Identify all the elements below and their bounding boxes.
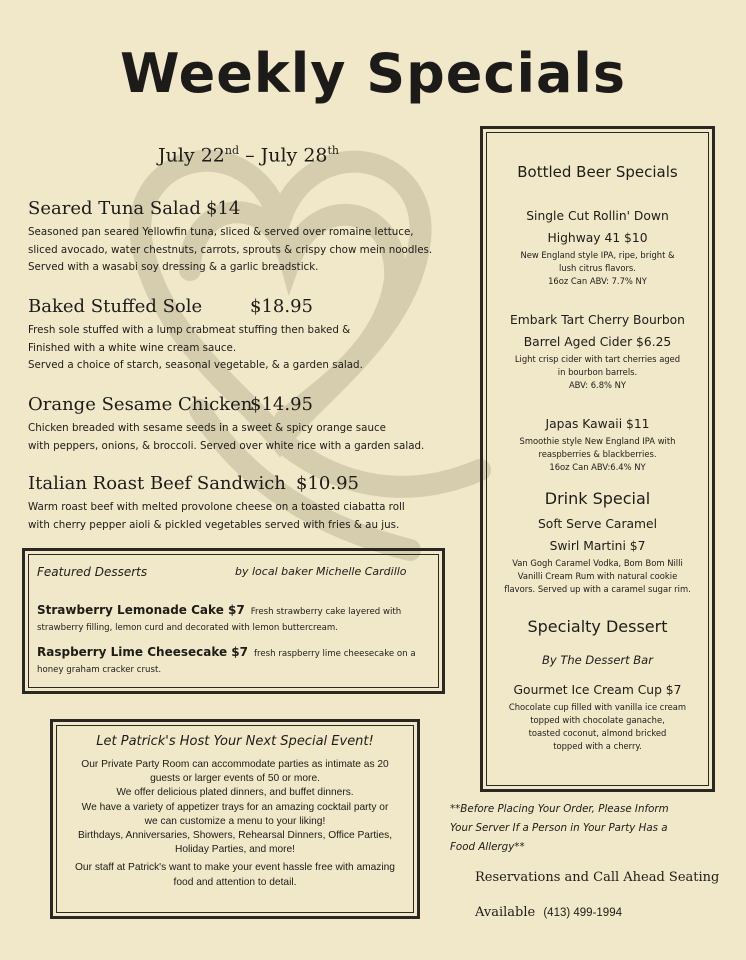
event-body: Our Private Party Room can accommodate parties as intimate as 20 guests or larger events of 50 or more. We offer delicious plated dinners, and buffet dinners. We have a variety of appetizer trays for an amazing cocktail party or we can customize a menu to your liking! Birthdays, Anniversaries, Showers, Rehearsal Dinners, Office Parties, Holiday Parties, and more! Our staff at Patrick's want to make your event hassle free with amazing food and attention to detail. [75,759,395,888]
beer-heading: Bottled Beer Specials [517,163,678,181]
dish-description: Chicken breaded with sesame seeds in a sweet & spicy orange sauce with peppers, onions, & broccoli. Served over white rice with a garden salad. [28,422,425,452]
desserts-baker: by local baker Michelle Cardillo [235,565,407,578]
phone-number: (413) 499-1994 [543,907,622,919]
reservations-phone-line: Available (413) 499-1994 [475,905,622,920]
drink-item: Soft Serve Caramel Swirl Martini $7 Van Gogh Caramel Vodka, Bom Bom Nilli Vanilli Cream Rum with natural cookie flavors. Served up with a caramel sugar rim. [504,517,691,594]
desserts-heading: Featured Desserts [37,565,148,579]
dessert-description: strawberry filling, lemon curd and decorated with lemon buttercream. [37,623,339,633]
beer-item: Japas Kawaii $11 Smoothie style New England IPA with reaspberries & blackberries. 16oz Can ABV:6.4% NY [519,417,676,472]
drink-heading: Drink Special [544,489,651,508]
dish-name: Italian Roast Beef Sandwich [28,473,286,494]
dish-item [28,473,478,534]
dish-item [28,198,478,277]
specialty-dessert-item: Gourmet Ice Cream Cup $7 Chocolate cup filled with vanilla ice cream topped with chocolate ganache, toasted coconut, almond bricked topped with a cherry. [508,683,687,751]
dish-name: Baked Stuffed Sole [28,296,203,317]
dish-description: Fresh sole stuffed with a lump crabmeat stuffing then baked & Finished with a white wine cream sauce. Served a choice of starch, seasonal vegetable, & a garden salad. [28,324,363,371]
dessert-item: Strawberry Lemonade Cake $7 Fresh strawberry cake layered with strawberry filling, lemon curd and decorated with lemon buttercream. [37,599,432,633]
dessert-description: honey graham cracker crust. [37,665,162,675]
dessert-name: Strawberry Lemonade Cake $7 [37,603,245,617]
dish-description: Warm roast beef with melted provolone cheese on a toasted ciabatta roll with cherry pepper aioli & pickled vegetables served with fries & au jus. [28,501,405,531]
reservations-line: Reservations and Call Ahead Seating [475,870,720,885]
special-event-box [50,719,420,919]
dish-item [28,296,478,375]
dish-item [28,394,478,455]
dessert-item: Raspberry Lime Cheesecake $7 fresh raspberry lime cheesecake on a honey graham cracker crust. [37,641,432,675]
bottled-beer-box [480,126,715,792]
beer-item: Single Cut Rollin' Down Highway 41 $10 New England style IPA, ripe, bright & lush citrus flavors. 16oz Can ABV: 7.7% NY [520,209,675,286]
featured-desserts-box [22,548,445,694]
page-title: Weekly Specials [119,42,627,105]
dish-price: $10.95 [296,473,359,494]
dish-description: Seasoned pan seared Yellowfin tuna, sliced & served over romaine lettuce, sliced avocado, water chestnuts, carrots, sprouts & crispy chow mein noodles. Served with a wasabi soy dressing & a garlic breadstick. [28,226,433,273]
dessert-name: Raspberry Lime Cheesecake $7 [37,645,249,659]
dessert-heading: Specialty Dessert [527,617,668,636]
dish-price: $14 [206,198,241,219]
dessert-bar: By The Dessert Bar [542,653,653,667]
allergy-notice: **Before Placing Your Order, Please Inform Your Server If a Person in Your Party Has a Food Allergy** [450,803,669,853]
date-range: July 22nd – July 28th [158,144,340,167]
dish-name: Seared Tuna Salad [28,198,201,219]
dish-name: Orange Sesame Chicken [28,394,253,415]
event-title: Let Patrick's Host Your Next Special Event! [96,734,374,749]
dish-price: $14.95 [250,394,313,415]
beer-item: Embark Tart Cherry Bourbon Barrel Aged Cider $6.25 Light crisp cider with tart cherries aged in bourbon barrels. ABV: 6.8% NY [510,313,685,390]
dish-price: $18.95 [250,296,313,317]
